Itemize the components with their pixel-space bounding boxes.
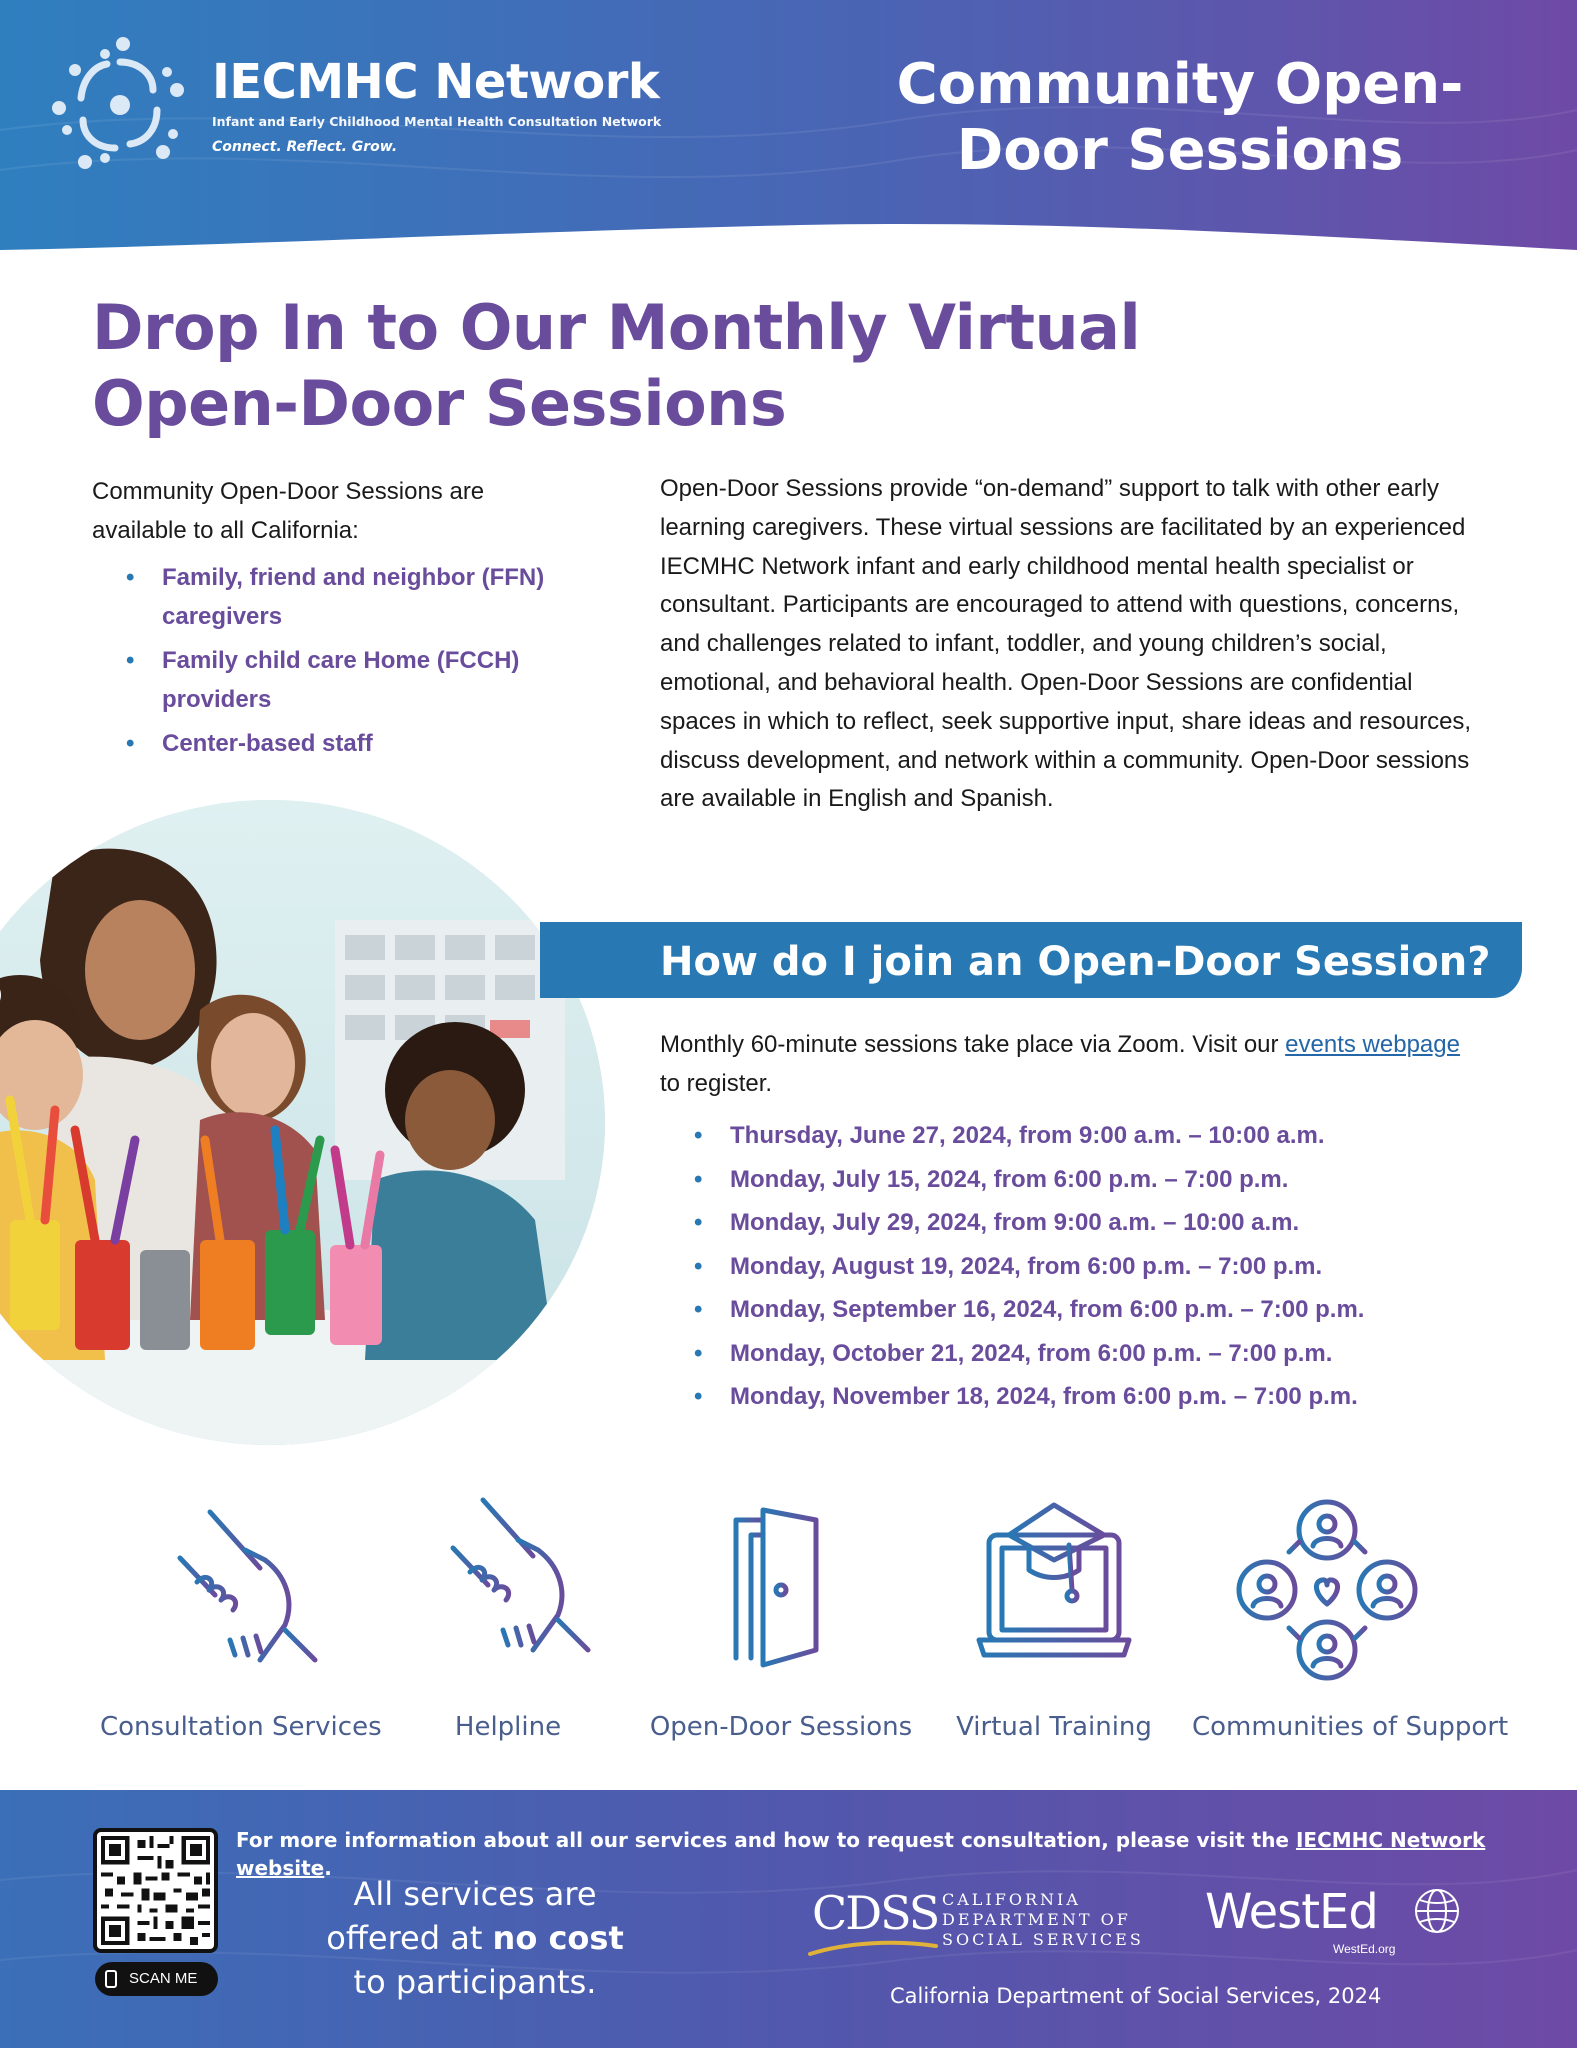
phone-icon bbox=[105, 1970, 117, 1988]
session-date: • Monday, August 19, 2024, from 6:00 p.m. – 7:00 p.m. bbox=[690, 1245, 1364, 1289]
session-date: • Monday, October 21, 2024, from 6:00 p.m. – 7:00 p.m. bbox=[690, 1332, 1364, 1376]
cdss-line-2: DEPARTMENT OF bbox=[942, 1910, 1131, 1929]
session-date: • Monday, July 29, 2024, from 9:00 a.m. – 10:00 a.m. bbox=[690, 1201, 1364, 1245]
header-banner bbox=[0, 0, 1577, 255]
session-date: • Monday, September 16, 2024, from 6:00 p.m. – 7:00 p.m. bbox=[690, 1288, 1364, 1332]
service-label: Helpline bbox=[454, 1712, 562, 1742]
audience-item: • Family child care Home (FCCH) providers bbox=[120, 641, 590, 719]
open-door-icon bbox=[681, 1490, 881, 1690]
cdss-swoosh-icon bbox=[808, 1938, 938, 1958]
qr-code[interactable] bbox=[93, 1828, 218, 1953]
events-webpage-link[interactable]: events webpage bbox=[1285, 1031, 1460, 1058]
description-text: Open-Door Sessions provide “on-demand” support to talk with other early learning caregivers. These virtual sessions are facilitated by an experienced IECMHC Network infant and early childhood mental health specialist or consultant. Participants are encouraged to attend with questions, concerns, and challenges related to infant, toddler, and young children’s social, emotional, and behavioral health. Open-Door Sessions are confidential spaces in which to reflect, seek supportive input, share ideas and resources, discuss development, and network within a community. Open-Door sessions are available in English and Spanish. bbox=[660, 475, 1472, 813]
session-date: • Thursday, June 27, 2024, from 9:00 a.m. – 10:00 a.m. bbox=[690, 1114, 1364, 1158]
footer bbox=[0, 1790, 1577, 2048]
brand-block bbox=[212, 54, 662, 155]
service-label: Virtual Training bbox=[956, 1712, 1152, 1742]
scan-me-badge bbox=[95, 1962, 218, 1996]
service-label: Consultation Services bbox=[100, 1712, 382, 1742]
globe-icon bbox=[1412, 1886, 1462, 1936]
cdss-logo-text: CDSS bbox=[812, 1886, 939, 1940]
children-photo bbox=[0, 800, 605, 1445]
nocost-text-1: All services are offered at bbox=[326, 1875, 597, 1957]
join-instructions bbox=[660, 1026, 1460, 1104]
iecmhc-website-link[interactable]: IECMHC Network website bbox=[236, 1828, 1486, 1880]
intro-text: Community Open-Door Sessions are available to all California: bbox=[92, 478, 485, 544]
nocost-text-2: to participants. bbox=[353, 1963, 597, 2001]
brand-name: IECMHC Network bbox=[212, 54, 660, 110]
session-date: • Monday, November 18, 2024, from 6:00 p.m. – 7:00 p.m. bbox=[690, 1375, 1364, 1419]
wested-logo-text: WestEd bbox=[1205, 1884, 1378, 1940]
join-text-before: Monthly 60-minute sessions take place via Zoom. Visit our bbox=[660, 1031, 1286, 1058]
people-network-icon bbox=[1227, 1490, 1427, 1690]
handshake-icon bbox=[408, 1490, 608, 1690]
scan-me-label: SCAN ME bbox=[129, 1970, 198, 1987]
service-consultation bbox=[100, 1490, 382, 1742]
service-virtual-training bbox=[919, 1490, 1189, 1742]
iecmhc-logo-icon bbox=[45, 30, 195, 180]
photo-illustration bbox=[0, 800, 605, 1445]
audience-item: • Center-based staff bbox=[120, 724, 590, 763]
session-dates-list bbox=[690, 1114, 1364, 1419]
wested-url: WestEd.org bbox=[1333, 1942, 1396, 1956]
service-open-door bbox=[646, 1490, 916, 1742]
copyright-text: California Department of Social Services, 2024 bbox=[890, 1984, 1382, 2008]
join-text-after: to register. bbox=[660, 1069, 773, 1097]
cdss-line-1: CALIFORNIA bbox=[942, 1890, 1081, 1909]
qr-code-image bbox=[97, 1832, 214, 1949]
no-cost-statement bbox=[310, 1872, 640, 2004]
handshake-icon bbox=[135, 1490, 335, 1690]
join-heading: How do I join an Open-Door Session? bbox=[660, 939, 1491, 985]
cdss-name bbox=[942, 1890, 1144, 1950]
footer-info-text: For more information about all our services and how to request consultation, please visit the bbox=[236, 1828, 1296, 1852]
footer-info-end: . bbox=[324, 1856, 332, 1880]
laptop-graduation-icon bbox=[954, 1490, 1154, 1690]
audience-item: • Family, friend and neighbor (FFN) caregivers bbox=[120, 558, 590, 636]
brand-subtitle: Infant and Early Childhood Mental Health Consultation Network bbox=[212, 114, 662, 129]
session-date: • Monday, July 15, 2024, from 6:00 p.m. – 7:00 p.m. bbox=[690, 1158, 1364, 1202]
service-label: Open-Door Sessions bbox=[649, 1712, 913, 1742]
cdss-line-3: SOCIAL SERVICES bbox=[942, 1930, 1144, 1949]
header-title: Community Open-Door Sessions bbox=[896, 52, 1464, 183]
service-label: Communities of Support bbox=[1192, 1712, 1509, 1742]
service-helpline bbox=[373, 1490, 643, 1742]
nocost-bold: no cost bbox=[492, 1919, 624, 1957]
brand-tagline: Connect. Reflect. Grow. bbox=[212, 139, 398, 155]
service-communities bbox=[1192, 1490, 1509, 1742]
page-title: Drop In to Our Monthly Virtual Open-Door Sessions bbox=[92, 291, 1141, 440]
audience-list bbox=[120, 558, 590, 768]
